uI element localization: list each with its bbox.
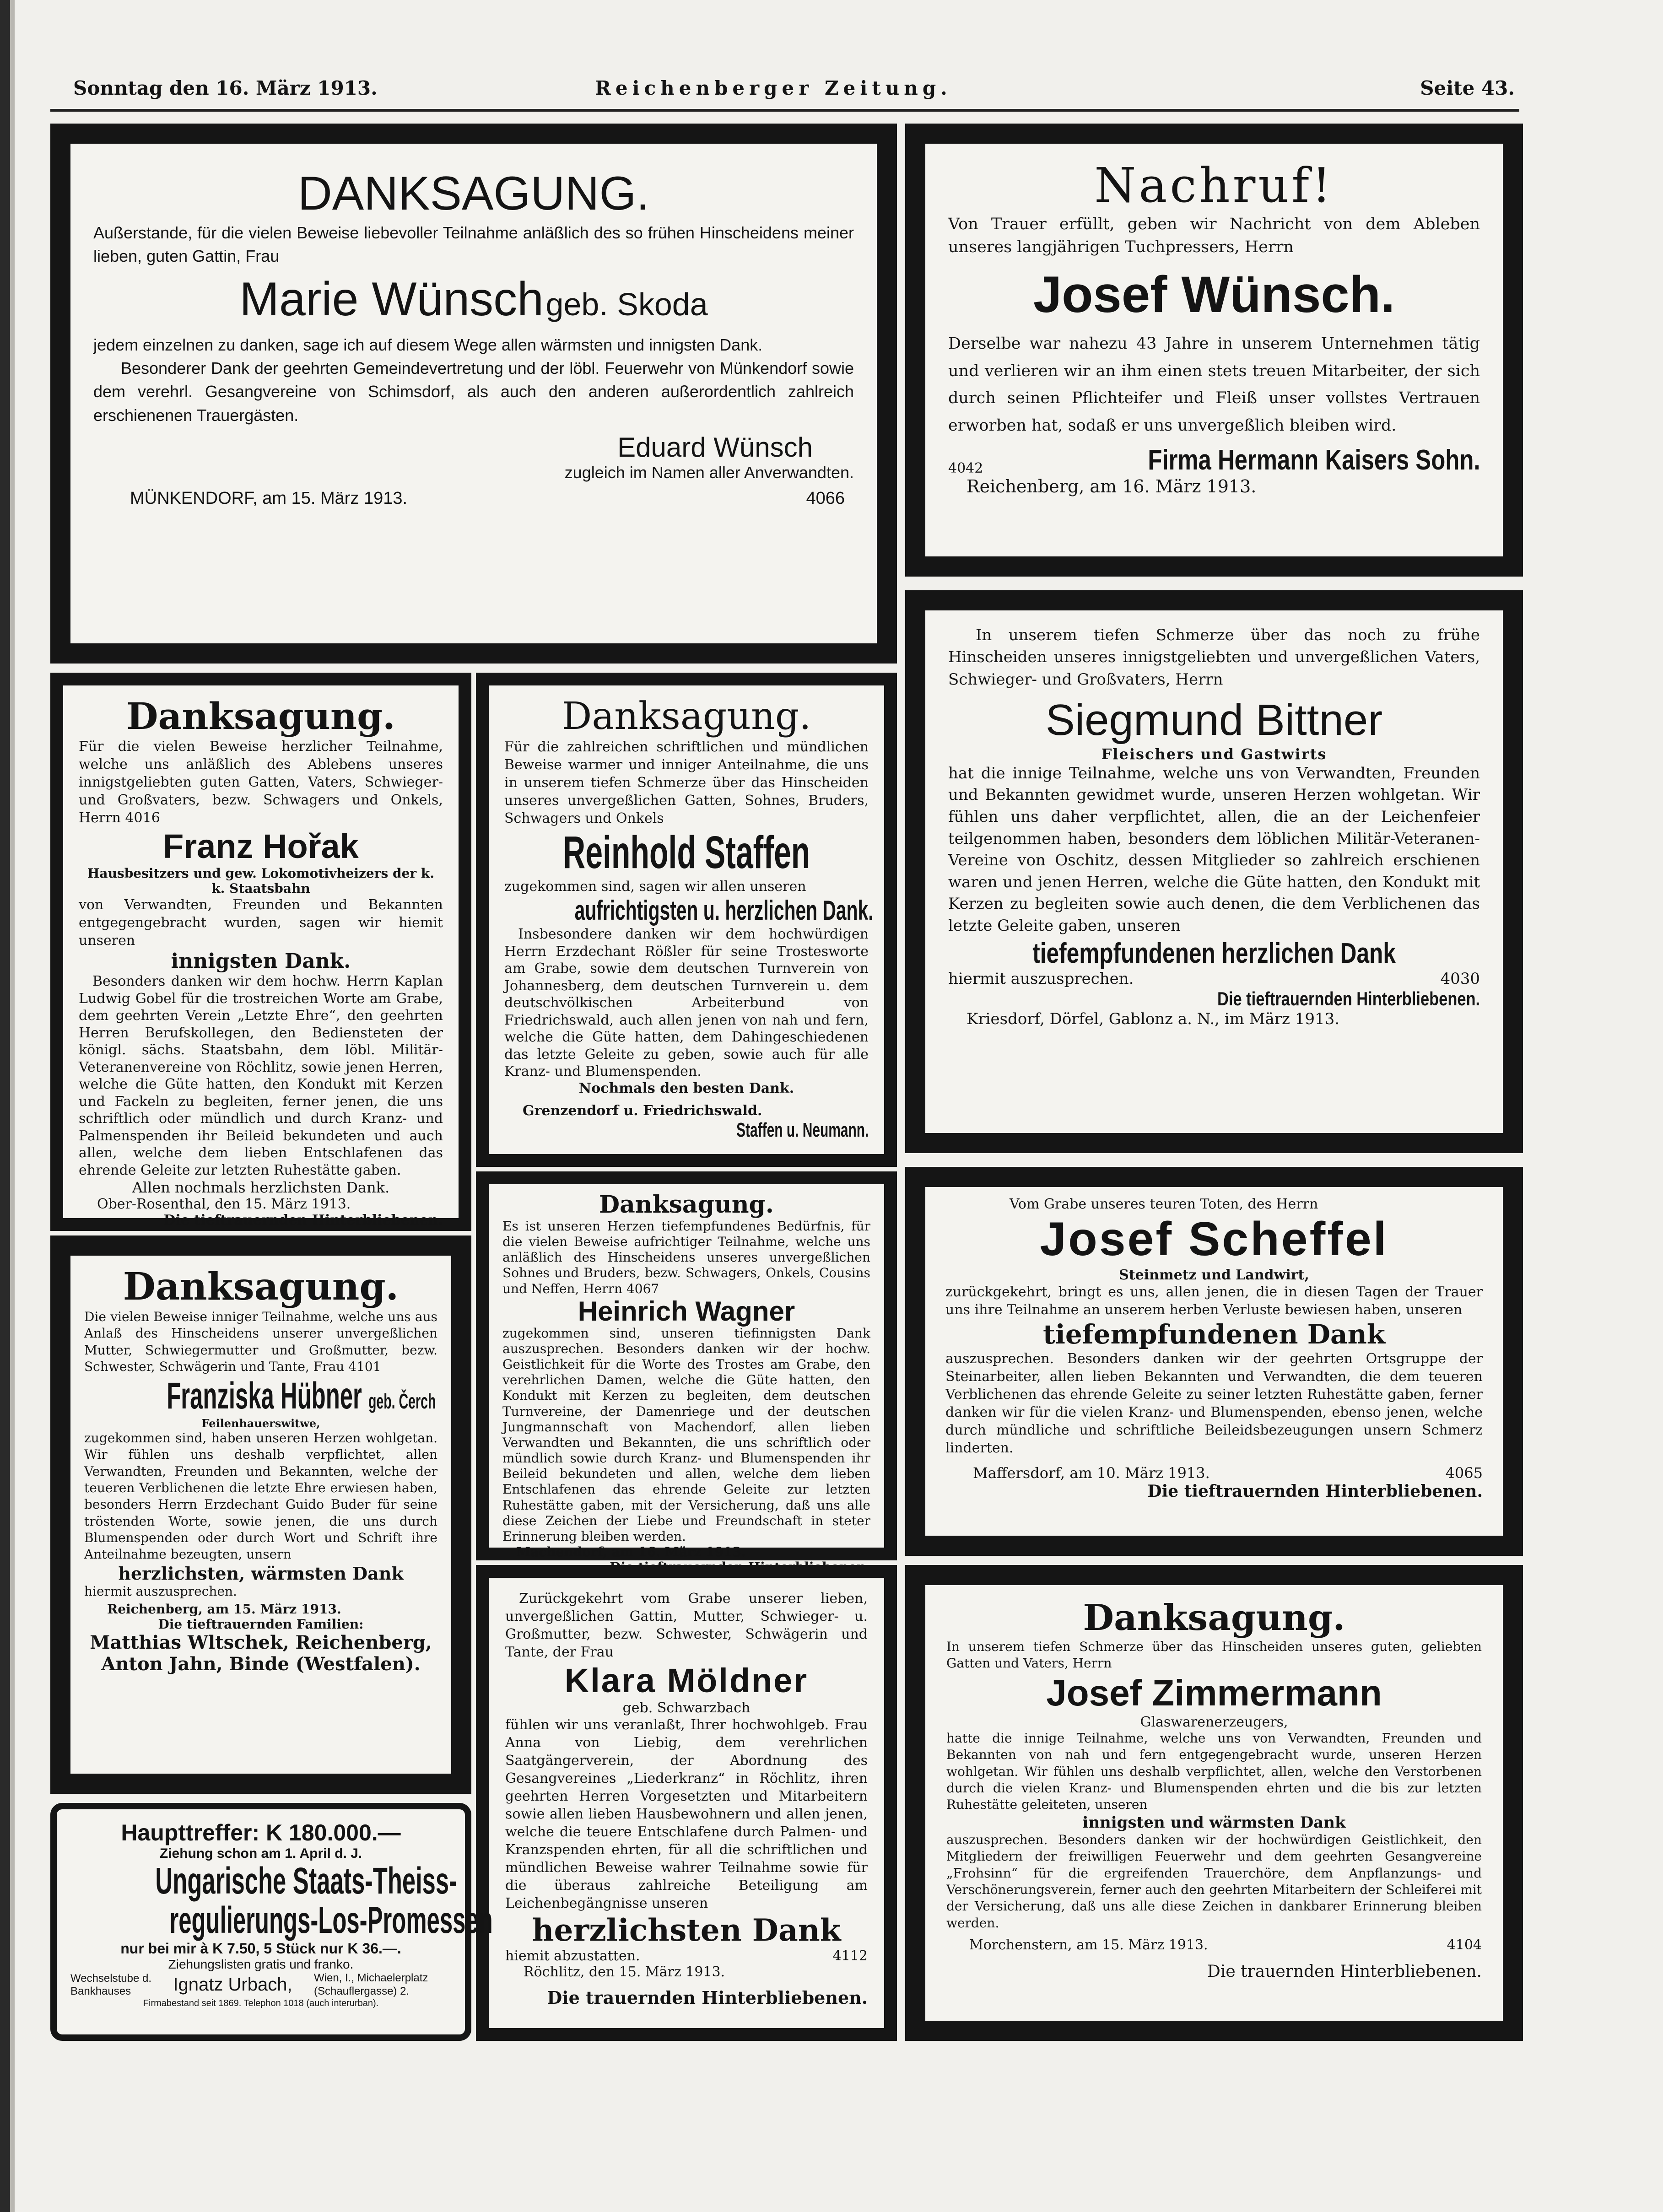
thanks-line: tiefempfundenen Dank [1043, 1318, 1385, 1350]
ad-title: Ungarische Staats-Theiss- [155, 1860, 457, 1902]
place-date: Ober-Rosenthal, den 15. März 1913. [97, 1196, 351, 1212]
signer-note: zugleich im Namen aller Anverwandten. [564, 463, 854, 482]
ad-reference: 4066 [806, 488, 845, 508]
scan-edge-shadow [10, 0, 15, 2212]
notice-title: Nachruf! [1094, 157, 1334, 213]
thanks-line: innigsten Dank. [171, 950, 351, 973]
notice-heinrich-wagner [476, 1171, 897, 1560]
closing-line: Allen nochmals herzlichsten Dank. [132, 1179, 390, 1196]
notice-paragraph: hatte die innige Teilnahme, welche uns von Verwandten, Freunden und Bekannten von nah und fern entgegengebracht wurde, unseren Herzen wohlgetan. Wir fühlen uns deshalb verpflichtet, allen, welche den Verstorbenen durch die vielen Kranz- und Blumenspenden ehrten und die bis zur letzten Ruhestätte geleiteten, unseren [946, 1730, 1482, 1813]
scan-edge [0, 0, 10, 2212]
thanks-line: herzlichsten, wärmsten Dank [118, 1563, 404, 1584]
notice-title: Danksagung. [126, 695, 395, 738]
ad-reference: 4042 [948, 460, 983, 477]
notice-paragraph: zugekommen sind, unseren tiefinnigsten Dank auszusprechen. Besonders danken wir der hochw. Geistlichkeit für die Worte des Trostes am Grabe, den verehrlichen Damen, welche die Güte hatten, den Kondukt mit Kerzen zu begleiten, dem deutschen Turnvereine, der Damenriege und der deutschen Jungmannschaft von Machendorf, allen lieben Verwandten und Bekannten, die uns schriftlich oder mündlich sowie durch Kranz- und Blumenspenden ihr Beileid bekundeten und allen, welche dem lieben Entschlafenen das ehrende Geleite zur letzten Ruhestätte gaben, mit der Versicherung, daß uns alle diese Zeichen der Liebe und Freundschaft in steter Erinnerung bleiben werden. [502, 1325, 870, 1544]
notice-marie-wuensch [50, 124, 897, 664]
deceased-occupation: Fleischers und Gastwirts [1101, 745, 1327, 763]
deceased-name: Siegmund Bittner [1045, 695, 1383, 745]
notice-footer [948, 444, 1480, 476]
notice-signature: Die tieftrauernden Hinterbliebenen. [1147, 1481, 1483, 1501]
deceased-name: Heinrich Wagner [578, 1295, 795, 1327]
notice-signature: Die trauernden Hinterbliebenen. [547, 1987, 868, 2008]
deceased-name: Franz Hořak [163, 827, 359, 865]
closing-line: Nochmals den besten Dank. [578, 1080, 794, 1096]
place-date: Röchlitz, den 15. März 1913. [524, 1964, 725, 1980]
notice-paragraph: Besonders danken wir dem hochw. Herrn Kaplan Ludwig Gobel für die trostreichen Worte am Grabe, dem geehrten Verein „Letzte Ehre“, den geehrten Herren Berufskollegen, den Bediensteten der königl. sächs. Staatsbahn, dem löbl. Militär-Veteranenvereine von Röchlitz, sowie jenen Herren, welche die Güte hatten, den Kondukt mit Kerzen und Fackeln zu begleiten, ferner jenen, die uns schriftlich oder mündlich und durch Kranz- und Palmenspenden ihr Beileid bekundeten und auch allen, welche dem lieben Entschlafenen das ehrende Geleite zur letzten Ruhestätte gaben. [79, 973, 443, 1178]
notice-intro: Zurückgekehrt vom Grabe unserer lieben, unvergeßlichen Gattin, Mutter, Schwieger- u. Großmutter, bezw. Schwester, Schwägerin und Tante, der Frau [505, 1591, 868, 1660]
ad-reference: 4067 [626, 1281, 659, 1296]
ad-address-block [70, 1972, 451, 1998]
place-date: Morchenstern, am 15. März 1913. [969, 1937, 1208, 1953]
notice-signature: Die tieftrauernden Hinterbliebenen. [163, 1212, 443, 1228]
notice-footer [945, 1464, 1483, 1482]
header-paper-title: Reichenberger Zeitung. [595, 77, 952, 99]
notice-josef-scheffel [905, 1167, 1523, 1556]
deceased-occupation: Glaswarenerzeugers, [1140, 1714, 1288, 1730]
page-header [73, 77, 1515, 109]
notice-josef-zimmermann [905, 1565, 1523, 2041]
ad-reference: 4101 [348, 1359, 381, 1375]
thanks-line: tiefempfundenen herzlichen Dank [1032, 937, 1396, 969]
notice-intro: Außerstande, für die vielen Beweise liebevoller Teilnahme anläßlich des so frühen Hinscheidens meiner lieben, guten Gattin, Frau [93, 223, 854, 266]
notice-signature: Die trauernden Hinterbliebenen. [1207, 1962, 1482, 1981]
place-date: Reichenberg, am 15. März 1913. [107, 1601, 341, 1617]
place-date: Machendorf, am 16. März 1913. [516, 1544, 746, 1559]
notice-paragraph: auszusprechen. Besonders danken wir der geehrten Ortsgruppe der Steinarbeiter, allen lieben Bekannten und Verwandten, die dem teueren Verblichenen das ehrende Geleite zu seiner letzten Ruhestätte gaben, ferner danken wir für die vielen Kranz- und Blumenspenden, ebenso jenen, welche durch mündliche und schriftliche Beileidsbezeugungen unsern Schmerz linderten. [945, 1350, 1483, 1456]
ad-reference: 4112 [832, 1948, 868, 1964]
deceased-occupation: Feilenhauerswitwe, [201, 1416, 320, 1430]
thanks-line: aufrichtigsten u. herzlichen Dank. [574, 895, 874, 926]
notice-paragraph: hiermit auszusprechen. [948, 969, 1134, 988]
thanks-line: herzlichsten Dank [532, 1912, 841, 1948]
advert-lottery-promessen [50, 1803, 493, 2041]
notice-paragraph: jedem einzelnen zu danken, sage ich auf diesem Wege allen wärmsten und innigsten Dank. [93, 335, 763, 355]
notice-intro: Vom Grabe unseres teuren Toten, des Herrn [1010, 1196, 1318, 1212]
family-name: Matthias Wltschek, Reichenberg, [90, 1631, 432, 1653]
signer-name: Eduard Wünsch [617, 432, 813, 463]
notice-paragraph: von Verwandten, Freunden und Bekannten entgegengebracht wurden, sagen wir hiemit unseren [79, 897, 443, 949]
deceased-name: Josef Zimmermann [1046, 1672, 1382, 1713]
notice-siegmund-bittner [905, 590, 1523, 1153]
notice-paragraph: hiemit abzustatten. [505, 1948, 640, 1964]
notice-intro: Für die zahlreichen schriftlichen und mündlichen Beweise warmer und inniger Anteilnahme, die uns in unserem tiefen Schmerze über das Hinscheiden unseres unvergeßlichen Gatten, Sohnes, Bruders, Schwagers und Onkels [504, 739, 869, 826]
deceased-name: Josef Wünsch. [1033, 266, 1395, 324]
ad-bank-label: Wechselstube d. [70, 1972, 151, 1985]
notice-franziska-huebner [50, 1235, 471, 1794]
notice-title: Danksagung. [562, 695, 811, 738]
deceased-name: Josef Scheffel [1040, 1213, 1388, 1266]
notice-signature: Die tieftrauernden Hinterbliebenen. [1217, 987, 1480, 1009]
ad-reference: 4016 [125, 810, 160, 826]
place-date: MÜNKENDORF, am 15. März 1913. [130, 488, 408, 508]
header-rule [50, 109, 1519, 112]
notice-intro: Für die vielen Beweise herzlicher Teilnahme, welche uns anläßlich des Ablebens unseres innigstgeliebten guten Gatten, Vaters, Schwieger- und Großvaters, bezw. Schwagers und Onkels, Herrn [79, 739, 443, 826]
notice-paragraph: Derselbe war nahezu 43 Jahre in unserem Unternehmen tätig und verlieren wir an ihm einen stets treuen Mitarbeiter, der sich durch seinen Pflichteifer und Fleiß unser vollstes Vertrauen erworben hat, sodaß er uns unvergeßlich bleiben wird. [948, 334, 1480, 435]
deceased-birthname: geb. Čerch [368, 1389, 436, 1413]
notice-paragraph: zugekommen sind, haben unseren Herzen wohlgetan. Wir fühlen uns deshalb verpflichtet, allen Verwandten, Freunden und Bekannten, welche der teueren Verblichenen die letzte Ehre erwiesen haben, besonders Herrn Erzdechant Guido Buder für seine tröstenden Worte, sowie jenen, die uns durch Blumenspenden oder durch Wort und Schrift ihre Anteilnahme bezeugten, unsern [84, 1430, 437, 1562]
notice-paragraph: hat die innige Teilnahme, welche uns von Verwandten, Freunden und Bekannten gewidmet wurde, unseren Herzen wohlgetan. Wir fühlen uns daher verpflichtet, allen, die an der Leichenfeier teilgenommen haben, besonders dem löblichen Militär-Veteranen-Vereine von Oschitz, dessen Mitglieder so zahlreich erschienen waren und jenen Herren, welche die Güte hatten, den Kondukt mit Kerzen zu begleiten sowie auch denen, die dem Verblichenen das letzte Geleite gaben, unseren [948, 764, 1480, 935]
deceased-birthname: geb. Skoda [545, 286, 708, 323]
ad-reference: 4065 [1445, 1464, 1483, 1482]
ad-title: regulierungs-Los-Promessen [169, 1899, 493, 1942]
family-name: Anton Jahn, Binde (Westfalen). [101, 1653, 421, 1675]
deceased-name: Klara Möldner [564, 1662, 809, 1699]
notice-intro: In unserem tiefen Schmerze über das Hinscheiden unseres guten, geliebten Gatten und Vaters, Herrn [946, 1639, 1482, 1671]
notice-franz-horak [50, 673, 471, 1231]
notice-footer [505, 1948, 868, 1964]
ad-bank-name: Ignatz Urbach, [173, 1975, 292, 1995]
ad-reference: 4030 [1440, 969, 1480, 988]
notice-title: Danksagung. [599, 1191, 774, 1219]
notice-intro: Es ist unseren Herzen tiefempfundenes Bedürfnis, für die vielen Beweise aufrichtiger Teilnahme, welche uns anläßlich des Hinscheidens unseres unvergeßlichen Sohnes und Bruders, bezw. Schwagers, Onkels, Cousins und Neffen, Herrn [502, 1219, 870, 1296]
notice-nachruf-josef-wuensch [905, 124, 1523, 577]
notice-title: Danksagung. [1083, 1597, 1345, 1639]
header-page-number: Seite 43. [1420, 77, 1515, 99]
deceased-name: Reinhold Staffen [562, 827, 810, 878]
deceased-name: Marie Wünsch [239, 273, 544, 326]
notice-paragraph: fühlen wir uns veranlaßt, Ihrer hochwohlgeb. Frau Anna von Liebig, dem verehrlichen Saatgängerverein, der Abordnung des Gesangvereines „Liederkranz“ in Röchlitz, ihren geehrten Herren Vorgesetzten und Mitarbeitern sowie allen lieben Hausbewohnern und allen jenen, welche die teuere Entschlafene durch Palmen- und Kranzspenden ehrten, für all die schriftlichen und mündlichen Beweise wahrer Teilnahme sowie für die überaus zahlreiche Beteiligung am Leichenbegängnisse unseren [505, 1717, 868, 1911]
notice-paragraph: Insbesondere danken wir dem hochwürdigen Herrn Erzdechant Rößler für seine Trostesworte am Grabe, sowie dem deutschen Turnverein von Johannesberg, dem deutschen Turnverein u. dem deutschvölkischen Arbeiterbund von Friedrichswald, auch allen jenen von nah und fern, welche die Güte hatten, dem Dahingeschiedenen das letzte Geleite zu geben, sowie auch für alle Kranz- und Blumenspenden. [504, 926, 869, 1079]
notice-intro: Die vielen Beweise inniger Teilnahme, welche uns aus Anlaß des Hinscheidens unserer unvergeßlichen Mutter, Schwiegermutter und Großmutter, bezw. Schwester, Schwägerin und Tante, Frau [84, 1309, 437, 1375]
notice-footer [93, 489, 854, 508]
notice-paragraph: zurückgekehrt, bringt es uns, allen jenen, die in diesen Tagen der Trauer uns ihre Teilnahme an unserem herben Verluste bewiesen haben, unseren [945, 1284, 1483, 1318]
ad-price-line: nur bei mir à K 7.50, 5 Stück nur K 36.—. [120, 1940, 401, 1957]
ad-footer: Firmabestand seit 1869. Telephon 1018 (auch interurban). [143, 1998, 379, 2008]
deceased-occupation: Hausbesitzers und gew. Lokomotivheizers der k. k. Staatsbahn [87, 866, 435, 896]
ad-headline: Haupttreffer: K 180.000.— [121, 1820, 401, 1845]
notice-klara-moeldner [476, 1565, 897, 2041]
deceased-birthname: geb. Schwarzbach [622, 1700, 751, 1716]
place-date: Reichenberg, am 16. März 1913. [966, 476, 1257, 497]
deceased-name-line [93, 272, 854, 327]
notice-signature: Staffen u. Neumann. [736, 1118, 869, 1141]
notice-title: Danksagung. [123, 1265, 399, 1309]
deceased-name-line [84, 1376, 437, 1417]
ad-subline: Ziehung schon am 1. April d. J. [159, 1846, 362, 1861]
ad-bank-address: Wien, I., Michaelerplatz (Schauflergasse) 2. [313, 1972, 428, 1997]
deceased-name: Franziska Hübner [167, 1375, 362, 1417]
families-label: Die tieftrauernden Familien: [158, 1616, 364, 1632]
notice-footer [948, 970, 1480, 988]
place-date: Kriesdorf, Dörfel, Gablonz a. N., im März 1913. [966, 1009, 1340, 1028]
notice-paragraph: Besonderer Dank der geehrten Gemeindevertretung und der löbl. Feuerwehr von Münkendorf sowie dem verehrl. Gesangvereine von Schimsdorf, als auch den anderen außerordentlich zahlreich erschienenen Trauergästen. [93, 359, 854, 425]
ad-reference: 4104 [1447, 1937, 1482, 1953]
deceased-occupation: Steinmetz und Landwirt, [1119, 1267, 1309, 1283]
ad-info-line: Ziehungslisten gratis und franko. [168, 1957, 354, 1972]
header-date: Sonntag den 16. März 1913. [73, 77, 378, 99]
thanks-line: innigsten und wärmsten Dank [1082, 1813, 1346, 1832]
notice-paragraph: auszusprechen. Besonders danken wir der hochwürdigen Geistlichkeit, den Mitgliedern der freiwilligen Feuerwehr und dem geehrten Gesangvereine „Frohsinn“ für die ergreifenden Trauerchöre, dem Anpflanzungs- und Verschönerungsverein, ferner auch den geehrten Mitarbeitern der Schleiferei mit der Versicherung, daß uns alle diese Zeichen in dankbarer Erinnerung bleiben werden. [946, 1832, 1482, 1931]
notice-footer [946, 1937, 1482, 1953]
place-date: Maffersdorf, am 10. März 1913. [973, 1464, 1210, 1482]
place: Grenzendorf u. Friedrichswald. [523, 1102, 762, 1119]
notice-title: DANKSAGUNG. [297, 167, 650, 220]
notice-intro: Von Trauer erfüllt, geben wir Nachricht von dem Ableben unseres langjährigen Tuchpressers, Herrn [948, 215, 1480, 256]
notice-paragraph: hiermit auszusprechen. [84, 1583, 237, 1599]
notice-intro: In unserem tiefen Schmerze über das noch zu frühe Hinscheiden unseres innigstgeliebten und unvergeßlichen Vaters, Schwieger- und Großvaters, Herrn [948, 626, 1480, 689]
firm-name: Firma Hermann Kaisers Sohn. [1147, 444, 1480, 476]
notice-paragraph: zugekommen sind, sagen wir allen unseren [504, 879, 806, 895]
notice-reinhold-staffen [476, 673, 897, 1167]
ad-bank-label: Bankhauses [70, 1985, 131, 1997]
